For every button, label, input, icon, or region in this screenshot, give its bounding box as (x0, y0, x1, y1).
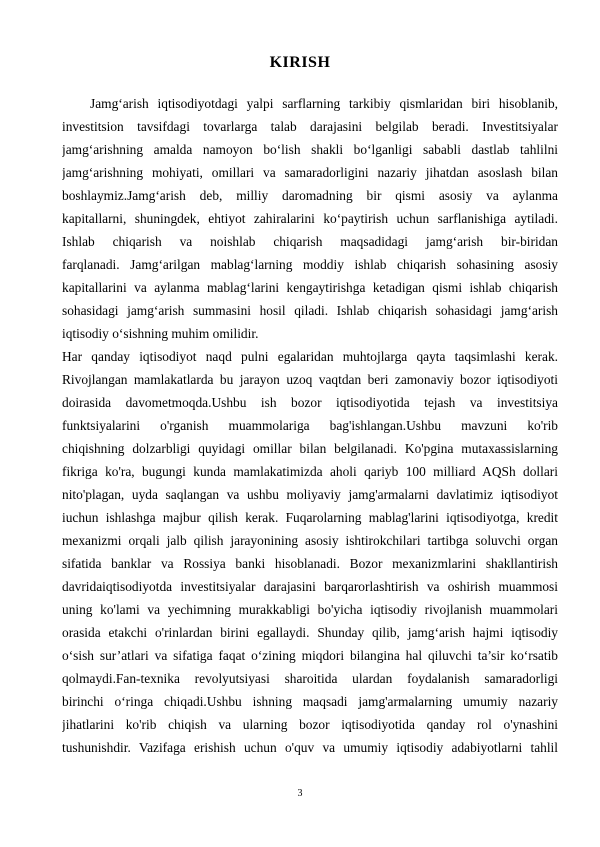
text-line: doirasida davometmoqda.Ushbu ish bozor iqtisodiyotida tejash va investitsiya (62, 395, 558, 410)
text-line: o‘sish sur’atlari va sifatiga faqat o‘zining miqdori bilangina hal qiluvchi ta’sir ko‘rsatib (62, 648, 558, 663)
text-line: boshlaymiz.Jamg‘arish deb, milliy daromadning bir qismi asosiy va aylanma (62, 188, 558, 203)
text-line: orasida etakchi o'rinlardan birini egallaydi. Shunday qilib, jamg‘arish hajmi iqtisodiy (62, 625, 558, 640)
text-line: jamg‘arishning amalda namoyon bo‘lish shakli bo‘lganligi sababli dastlab tahlilni (62, 142, 558, 157)
text-line: birinchi o‘ringa chiqadi.Ushbu ishning maqsadi jamg'armalarning umumiy nazariy (62, 694, 558, 709)
text-line: kapitallarini va aylanma mablag‘larini kengaytirishga ketadigan qismi ishlab chiqarish (62, 280, 558, 295)
text-line: fikriga ko'ra, bugungi kunda mamlakatimizda aholi qariyb 100 milliard AQSh dollari (62, 464, 558, 479)
text-line: investitsion tavsifdagi tovarlarga talab darajasini belgilab beradi. Investitsiyalar (62, 119, 558, 134)
text-line: tushunishdir. Vazifaga erishish uchun o'quv va umumiy iqtisodiy adabiyotlarni tahlil (62, 740, 558, 755)
text-line: funktsiyalarini o'rganish muammolariga bag'ishlangan.Ushbu mavzuni ko'rib (62, 418, 558, 433)
text-line: sifatida banklar va Rossiya banki hisoblanadi. Bozor mexanizmlarini shakllantirish (62, 556, 558, 571)
page-number: 3 (297, 788, 303, 799)
text-line: jamg‘arishning mohiyati, omillari va samaradorligini nazariy jihatdan asoslash bilan (62, 165, 558, 180)
body-text (62, 92, 558, 759)
text-line: kapitallarni, shuningdek, ehtiyot zahiralarini ko‘paytirish uchun sarflanishiga aytiladi. (62, 211, 558, 226)
text-line: Jamg‘arish iqtisodiyotdagi yalpi sarflarning tarkibiy qismlaridan biri hisoblanib, (90, 96, 558, 111)
text-line: iuchun ishlashga majbur qilish kerak. Fuqarolarning mablag'larini iqtisodiyotga, kredit (62, 510, 558, 525)
text-line: jihatlarini ko'rib chiqish va ularning bozor iqtisodiyotida qanday rol o'ynashini (62, 717, 558, 732)
text-line: farqlanadi. Jamg‘arilgan mablag‘larning moddiy ishlab chiqarish sohasining asosiy (62, 257, 558, 272)
text-line: chiqishning dolzarbligi quyidagi omillar bilan belgilanadi. Ko'pgina mutaxassislarning (62, 441, 558, 456)
text-line: davridaiqtisodiyotda investitsiyalar darajasini barqarorlashtirish va oshirish muammosi (62, 579, 558, 594)
text-line: uning ko'lami va yechimning murakkabligi bo'yicha iqtisodiy rivojlanish muammolari (62, 602, 558, 617)
text-line: iqtisodiy o‘sishning muhim omilidir. (62, 326, 259, 341)
text-line: sohasidagi jamg‘arish summasini hosil qiladi. Ishlab chiqarish sohasidagi jamg‘arish (62, 303, 558, 318)
text-line: nito'plagan, uyda saqlangan va ushbu moliyaviy jamg'armalarni davlatimiz iqtisodiyot (62, 487, 558, 502)
text-line: qolmaydi.Fan-texnika revolyutsiyasi sharoitida ulardan foydalanish samaradorligi (62, 671, 558, 686)
text-line: Har qanday iqtisodiyot naqd pulni egalaridan muhtojlarga qayta taqsimlashi kerak. (62, 349, 558, 364)
page-title: KIRISH (269, 54, 331, 71)
text-line: Ishlab chiqarish va noishlab chiqarish maqsadidagi jamg‘arish bir-biridan (62, 234, 558, 249)
text-line: mexanizmi orqali jalb qilish jarayonining asosiy ishtirokchilari tartibga soluvchi organ (62, 533, 558, 548)
text-line: Rivojlangan mamlakatlarda bu jarayon uzoq vaqtdan beri zamonaviy bozor iqtisodiyoti (62, 372, 558, 387)
